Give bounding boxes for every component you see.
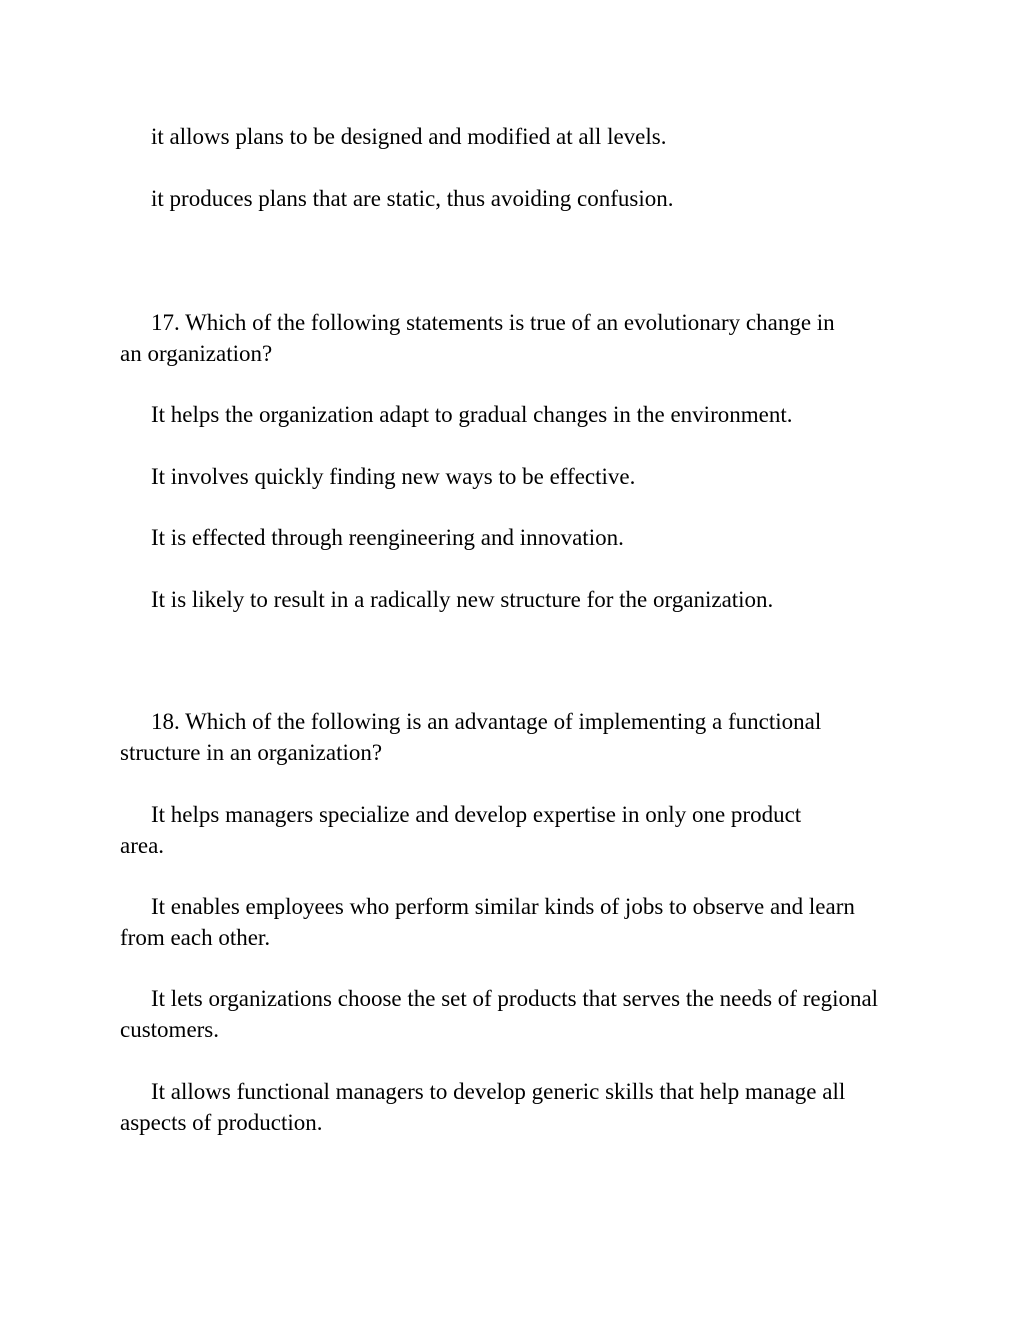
question-number: 18. — [151, 709, 180, 734]
answer-option: it produces plans that are static, thus avoiding confusion. — [151, 186, 674, 211]
answer-option: it allows plans to be designed and modified at all levels. — [151, 124, 667, 149]
question-18 — [120, 706, 840, 768]
answer-option: It lets organizations choose the set of products that serves the needs of regional customers. — [120, 986, 879, 1042]
question-17 — [120, 307, 840, 369]
question-text: Which of the following is an advantage of implementing a functional structure in an organization? — [120, 709, 822, 765]
question-number: 17. — [151, 310, 180, 335]
answer-option: It is likely to result in a radically new structure for the organization. — [151, 587, 774, 612]
answer-option: It enables employees who perform similar kinds of jobs to observe and learn from each other. — [120, 894, 855, 950]
answer-option: It involves quickly finding new ways to be effective. — [151, 464, 636, 489]
question-text: Which of the following statements is true of an evolutionary change in an organization? — [120, 310, 835, 366]
answer-option: It helps managers specialize and develop expertise in only one product area. — [120, 802, 802, 858]
answer-option: It allows functional managers to develop generic skills that help manage all aspects of production. — [120, 1079, 846, 1135]
answer-option: It helps the organization adapt to gradual changes in the environment. — [151, 402, 793, 427]
answer-option: It is effected through reengineering and innovation. — [151, 525, 624, 550]
